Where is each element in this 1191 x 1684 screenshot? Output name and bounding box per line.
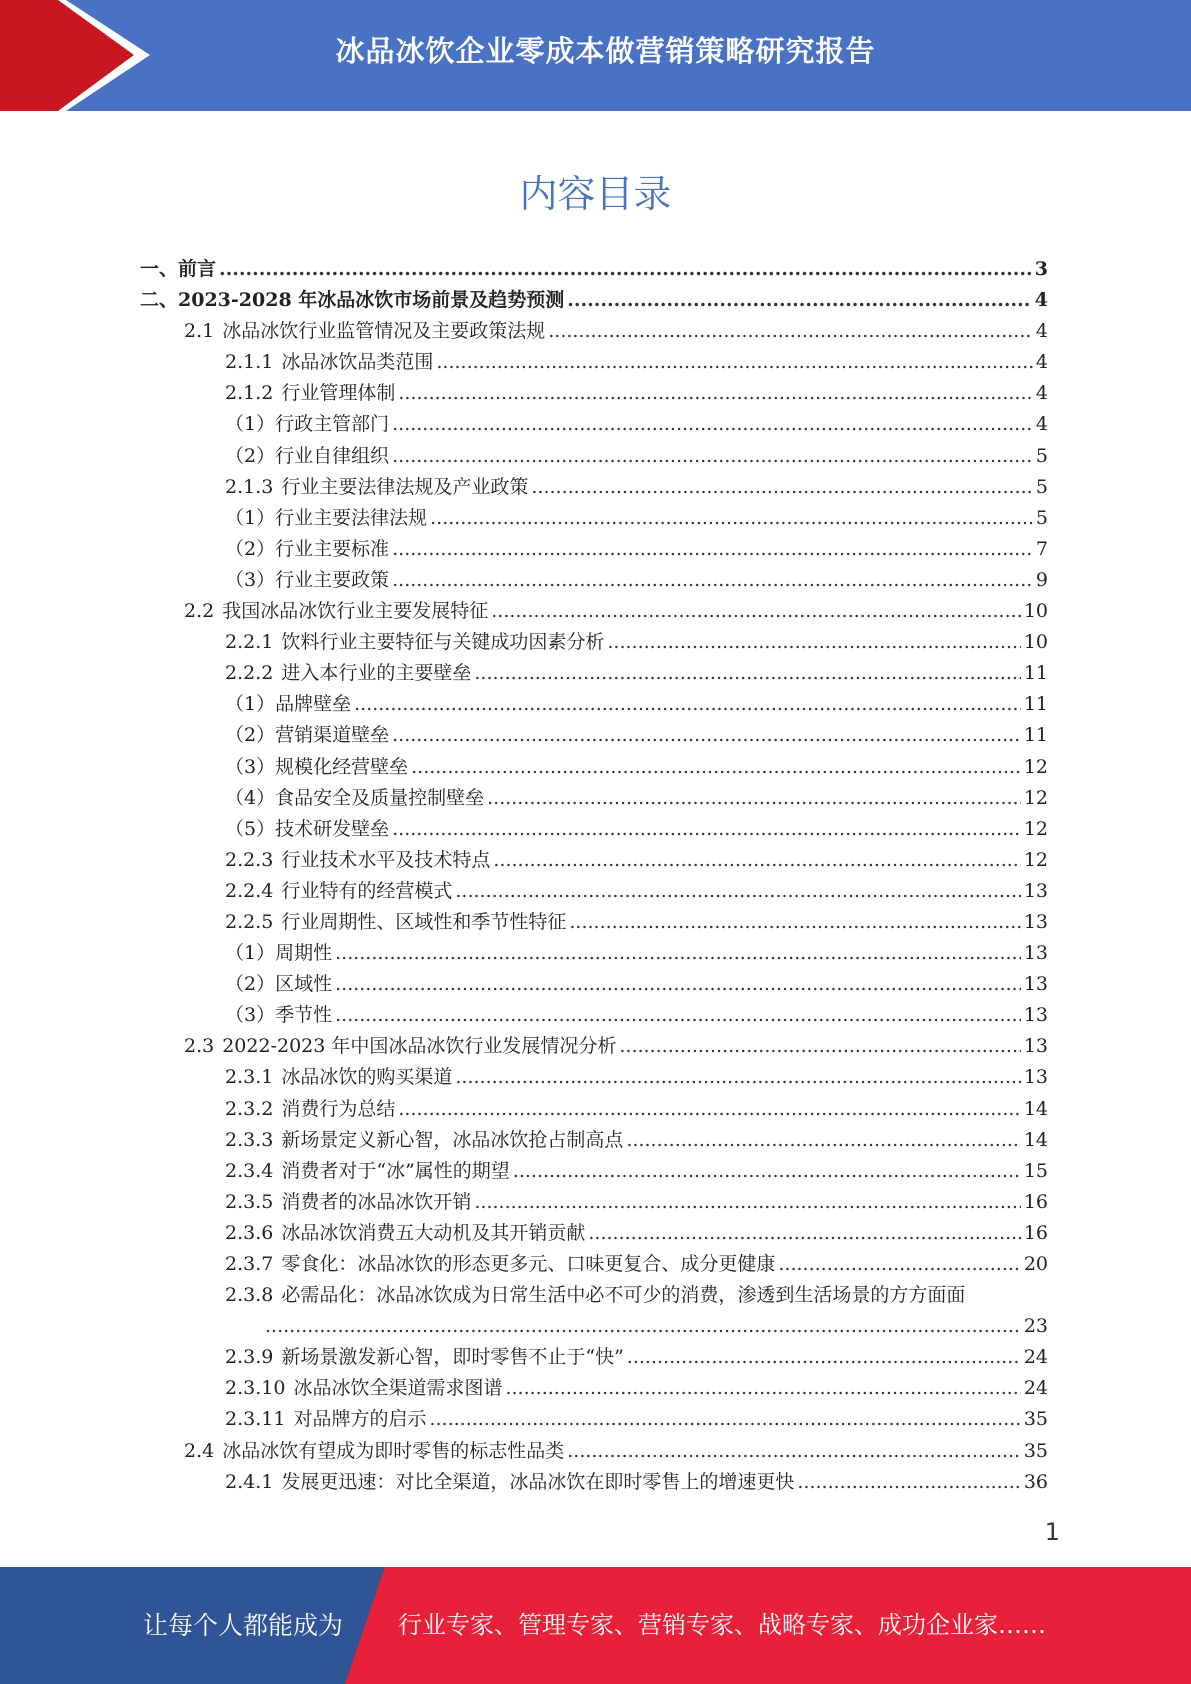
toc-entry[interactable]: 2.4 冰品冰饮有望成为即时零售的标志性品类 ..... 35 bbox=[140, 1436, 1048, 1467]
table-of-contents bbox=[140, 254, 1048, 1498]
toc-entry[interactable]: （1） 周期性 ..... 13 bbox=[140, 938, 1048, 969]
toc-title: 内容目录 bbox=[519, 172, 672, 216]
footer-banner bbox=[0, 1567, 1191, 1684]
toc-entry-continuation[interactable]: ..... 23 bbox=[140, 1311, 1048, 1342]
toc-entry[interactable]: 2.2 我国冰品冰饮行业主要发展特征 ..... 10 bbox=[140, 596, 1048, 627]
toc-entry[interactable]: 2.1.3 行业主要法律法规及产业政策 ..... 5 bbox=[140, 472, 1048, 503]
toc-entry[interactable]: 2.3.3 新场景定义新心智，冰品冰饮抢占制高点 ..... 14 bbox=[140, 1125, 1048, 1156]
toc-entry[interactable]: 2.1.2 行业管理体制 ..... 4 bbox=[140, 378, 1048, 409]
toc-entry[interactable]: 2.2.3 行业技术水平及技术特点 ..... 12 bbox=[140, 845, 1048, 876]
toc-entry[interactable]: 2.3.1 冰品冰饮的购买渠道 ..... 13 bbox=[140, 1062, 1048, 1093]
toc-entry[interactable]: （1） 行政主管部门 ..... 4 bbox=[140, 409, 1048, 440]
toc-entry[interactable]: （1） 品牌壁垒 ..... 11 bbox=[140, 689, 1048, 720]
footer-slogan-right: 行业专家、管理专家、营销专家、战略专家、成功企业家…… bbox=[398, 1611, 1046, 1639]
toc-entry[interactable]: （3） 行业主要政策 ..... 9 bbox=[140, 565, 1048, 596]
toc-entry[interactable]: 2.3.2 消费行为总结 ..... 14 bbox=[140, 1094, 1048, 1125]
toc-entry[interactable]: 2.3.10 冰品冰饮全渠道需求图谱 ..... 24 bbox=[140, 1373, 1048, 1404]
toc-entry[interactable]: 2.3.11 对品牌方的启示 ..... 35 bbox=[140, 1404, 1048, 1435]
toc-entry[interactable]: 一、 前言 ..... 3 bbox=[140, 254, 1048, 285]
toc-entry[interactable]: 2.3.6 冰品冰饮消费五大动机及其开销贡献 ..... 16 bbox=[140, 1218, 1048, 1249]
toc-entry[interactable]: 2.2.5 行业周期性、区域性和季节性特征 ..... 13 bbox=[140, 907, 1048, 938]
toc-entry[interactable]: （2） 行业主要标准 ..... 7 bbox=[140, 534, 1048, 565]
toc-entry[interactable]: 2.3.7 零食化：冰品冰饮的形态更多元、口味更复合、成分更健康 ..... 20 bbox=[140, 1249, 1048, 1280]
header-banner bbox=[0, 0, 1191, 111]
toc-entry[interactable]: （2） 营销渠道壁垒 ..... 11 bbox=[140, 720, 1048, 751]
toc-entry[interactable]: 2.3.4 消费者对于“冰”属性的期望 ..... 15 bbox=[140, 1156, 1048, 1187]
report-title: 冰品冰饮企业零成本做营销策略研究报告 bbox=[335, 34, 876, 68]
toc-entry[interactable]: （1） 行业主要法律法规 ..... 5 bbox=[140, 503, 1048, 534]
toc-entry[interactable]: 2.3.5 消费者的冰品冰饮开销 ..... 16 bbox=[140, 1187, 1048, 1218]
toc-entry[interactable]: （2） 区域性 ..... 13 bbox=[140, 969, 1048, 1000]
toc-entry[interactable]: （3） 规模化经营壁垒 ..... 12 bbox=[140, 752, 1048, 783]
toc-entry[interactable]: 2.2.2 进入本行业的主要壁垒 ..... 11 bbox=[140, 658, 1048, 689]
footer-slogan-left: 让每个人都能成为 bbox=[143, 1611, 344, 1640]
toc-entry[interactable]: 2.4.1 发展更迅速：对比全渠道，冰品冰饮在即时零售上的增速更快 ..... 36 bbox=[140, 1467, 1048, 1498]
toc-entry[interactable]: 2.1 冰品冰饮行业监管情况及主要政策法规 ..... 4 bbox=[140, 316, 1048, 347]
toc-entry[interactable]: （2） 行业自律组织 ..... 5 bbox=[140, 441, 1048, 472]
toc-entry[interactable]: 2.2.4 行业特有的经营模式 ..... 13 bbox=[140, 876, 1048, 907]
toc-entry[interactable]: 二、 2023-2028 年冰品冰饮市场前景及趋势预测 ..... 4 bbox=[140, 285, 1048, 316]
toc-entry[interactable]: （5） 技术研发壁垒 ..... 12 bbox=[140, 814, 1048, 845]
page-number: 1 bbox=[1044, 1518, 1060, 1546]
toc-entry[interactable]: 2.3.9 新场景激发新心智，即时零售不止于“快” ..... 24 bbox=[140, 1342, 1048, 1373]
toc-entry[interactable]: （4） 食品安全及质量控制壁垒 ..... 12 bbox=[140, 783, 1048, 814]
toc-entry[interactable]: 2.1.1 冰品冰饮品类范围 ..... 4 bbox=[140, 347, 1048, 378]
toc-entry[interactable]: 2.3 2022-2023 年中国冰品冰饮行业发展情况分析 ..... 13 bbox=[140, 1031, 1048, 1062]
toc-entry[interactable]: （3） 季节性 ..... 13 bbox=[140, 1000, 1048, 1031]
toc-entry[interactable]: 2.3.8 必需品化：冰品冰饮成为日常生活中必不可少的消费，渗透到生活场景的方方面面 bbox=[225, 1284, 966, 1307]
toc-entry[interactable]: 2.2.1 饮料行业主要特征与关键成功因素分析 ..... 10 bbox=[140, 627, 1048, 658]
